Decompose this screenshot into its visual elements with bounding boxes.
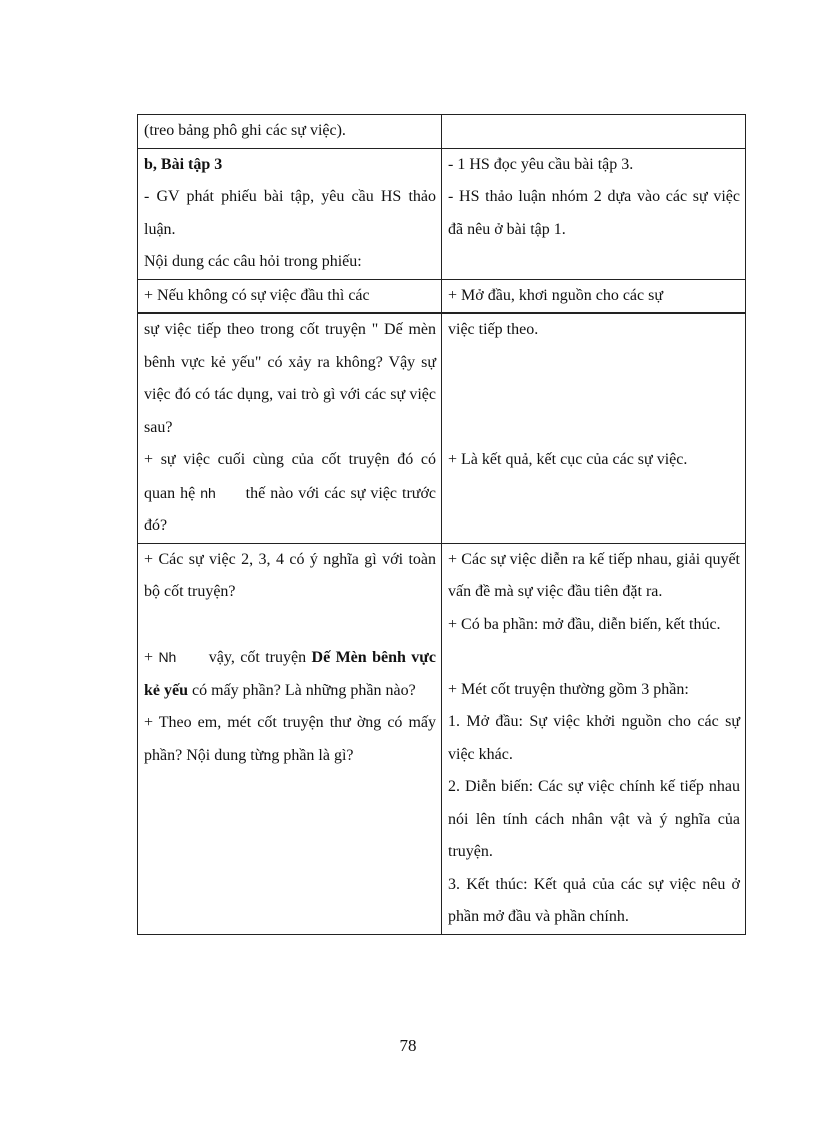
cell-text: - HS thảo luận nhóm 2 dựa vào các sự việc đã nêu ở bài tập 1. (448, 188, 740, 238)
cell-text: + Nếu không có sự việc đầu thì các (144, 286, 370, 304)
table-row (138, 280, 745, 315)
table-cell-left (138, 314, 442, 543)
page-number: 78 (399, 1036, 417, 1055)
cell-text: 3. Kết thúc: Kết quả của các sự việc nêu ở phần mở đầu và phần chính. (448, 875, 740, 925)
cell-text: + Các sự việc 2, 3, 4 có ý nghĩa gì với toàn bộ cốt truyện? (144, 550, 436, 600)
table-cell-right (442, 314, 745, 543)
table-cell-left (138, 544, 442, 934)
table-cell-right (442, 115, 745, 148)
cell-text: + Các sự việc diễn ra kế tiếp nhau, giải quyết vấn đề mà sự việc đầu tiên đặt ra. (448, 550, 740, 600)
cell-text: - GV phát phiếu bài tập, yêu cầu HS thảo luận. (144, 188, 436, 238)
text-fragment: thế nào với các sự việc trước đó? (144, 484, 441, 534)
cell-text: Nội dung các câu hỏi trong phiếu: (144, 253, 362, 270)
cell-text: + Là kết quả, kết cục của các sự việc. (448, 451, 688, 468)
cell-text: + Có ba phần: mở đầu, diễn biến, kết thúc. (448, 615, 721, 633)
story-title: Dế Mèn bênh vực kẻ yếu (144, 649, 436, 699)
cell-text: sự việc tiếp theo trong cốt truyện " Dế mèn bênh vực kẻ yếu" có xảy ra không? Vậy sự việc đó có tác dụng, vai trò gì với các sự việc sau? (144, 321, 436, 436)
cell-text: + Mở đầu, khơi nguồn cho các sự (448, 286, 664, 304)
text-fragment: + (144, 649, 159, 666)
cell-text: 2. Diễn biến: Các sự việc chính kế tiếp nhau nói lên tính cách nhân vật và ý nghĩa của truyện. (448, 778, 740, 860)
table-row (138, 149, 745, 280)
cell-text: - 1 HS đọc yêu cầu bài tập 3. (448, 155, 634, 173)
cell-text: + Theo em, mét cốt truyện thư ờng có mấy phần? Nội dung từng phần là gì? (144, 714, 436, 764)
table-row (138, 115, 745, 149)
cell-text (144, 641, 436, 707)
table-cell-left (138, 115, 442, 148)
cell-text: + Mét cốt truyện thường gồm 3 phần: (448, 680, 689, 698)
text-fragment: có mấy phần? Là những phần nào? (188, 681, 416, 699)
lesson-table (137, 114, 746, 935)
table-cell-right (442, 280, 745, 313)
cell-text: việc tiếp theo. (448, 321, 539, 338)
table-cell-left (138, 280, 442, 313)
text-fragment: Nh (158, 649, 177, 665)
text-fragment: vậy, cốt truyện (176, 649, 312, 666)
table-cell-right (442, 149, 745, 279)
text-fragment: + sự việc cuối cùng của cốt truyện đó có quan hệ (144, 451, 436, 502)
text-fragment: nh (200, 484, 216, 501)
table-cell-left (138, 149, 442, 279)
exercise-heading: b, Bài tập 3 (144, 155, 223, 173)
cell-text (144, 444, 441, 543)
cell-text: 1. Mở đầu: Sự việc khởi nguồn cho các sự việc khác. (448, 713, 740, 763)
table-row (138, 314, 745, 544)
table-cell-right (442, 544, 745, 934)
table-row (138, 544, 745, 934)
cell-text: (treo bảng phô ghi các sự việc). (144, 122, 346, 139)
